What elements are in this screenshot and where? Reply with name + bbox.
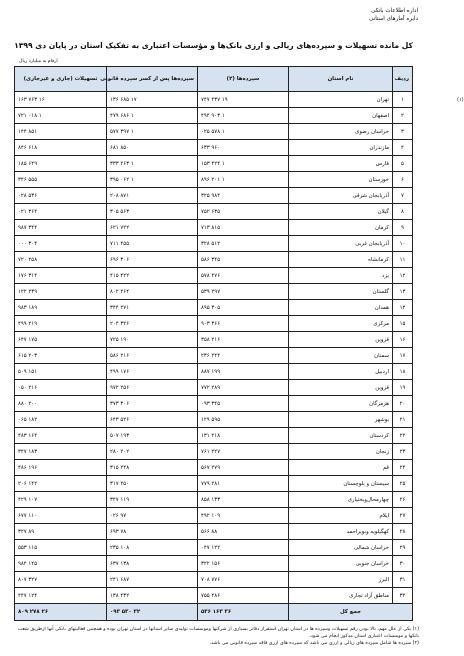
- row-loans: ۱۸۳ ۳۴۷: [15, 444, 107, 460]
- province-name: هرمزگان: [369, 400, 389, 407]
- footnote-2-mark: (۲): [412, 641, 419, 646]
- table-body: [15, 92, 464, 604]
- province-name: کردستان: [369, 432, 389, 439]
- table-row: [15, 396, 413, 412]
- row-loans: ۱۶۴ ۴۸۳: [15, 428, 107, 444]
- row-deposits: ۴۷۶ ۵۷۸: [198, 268, 289, 284]
- table-row: [15, 204, 413, 220]
- row-deposits: ۲۴۴ ۲۳۶: [198, 348, 289, 364]
- province-name: خراسان جنوبی: [355, 560, 389, 567]
- table-row: [15, 108, 413, 124]
- table-row: [15, 252, 413, 268]
- table-row: [15, 508, 413, 524]
- table-row: [15, 540, 413, 556]
- row-province: [289, 268, 393, 284]
- row-deposits: ۵۱۲ ۳۲۸: [198, 236, 289, 252]
- row-loans: ۱۴۲ ۲۰۶: [15, 476, 107, 492]
- row-net-deposits: ۵۶۳ ۳۰۵: [107, 204, 198, 220]
- row-deposits: ۳۰۵ ۸۹۵: [198, 300, 289, 316]
- province-name: مرکزی: [373, 320, 389, 327]
- row-deposits: ۱۹ ۴۳۷ ۷۴۷: [198, 92, 289, 108]
- row-rank: ۱۷: [393, 348, 413, 364]
- province-name: اصفهان: [372, 112, 389, 119]
- row-deposits: ۳۴۵ ۵۸۶: [198, 252, 289, 268]
- row-loans: ۱۶ ۷۶۳ ۱۶۳: [15, 92, 107, 108]
- table-row: [15, 172, 413, 188]
- row-loans: ۳۴۴ ۹۸۷: [15, 220, 107, 236]
- row-province: [289, 92, 464, 108]
- province-name: کهگیلویه وبویراحمد: [346, 528, 389, 535]
- row-province: [289, 188, 393, 204]
- row-province: [289, 476, 393, 492]
- row-net-deposits: ۳۰۶ ۶۹۶: [107, 252, 198, 268]
- total-loans: ۲۶ ۲۷۸ ۸۰۹: [15, 604, 107, 621]
- row-rank: ۳۲: [393, 588, 413, 604]
- row-loans: ۱۵۱ ۵۰۹: [15, 364, 107, 380]
- row-rank: ۱۵: [393, 316, 413, 332]
- row-province: [289, 316, 393, 332]
- row-loans: ۵۳۶ ۰۲۸: [15, 188, 107, 204]
- row-rank: ۱۴: [393, 300, 413, 316]
- row-deposits: ۱۰۹ ۴۹۲: [198, 508, 289, 524]
- province-name: قزوین: [375, 336, 389, 343]
- table-row: [15, 220, 413, 236]
- row-loans: ۳۶۴ ۰۲۱: [15, 204, 107, 220]
- row-net-deposits: ۸۵۰ ۶۸۱: [107, 140, 198, 156]
- table-row: [15, 460, 413, 476]
- row-net-deposits: ۱۷ ۶۸۵ ۱۳۶: [107, 92, 198, 108]
- province-name: تهران: [376, 96, 389, 103]
- row-rank: ۱۶: [393, 332, 413, 348]
- footnote-1-mark: (۱): [412, 627, 419, 632]
- row-net-deposits: ۲۵۰ ۳۱۷: [107, 476, 198, 492]
- row-net-deposits: ۹۷ ۰۲۶: [107, 508, 198, 524]
- table-row: [15, 268, 413, 284]
- row-deposits: ۲۱۶ ۳۵۸: [198, 332, 289, 348]
- row-loans: ۲۳۹ ۱۲۲: [15, 284, 107, 300]
- row-province: [289, 540, 393, 556]
- province-name: سمنان: [374, 352, 389, 359]
- row-province: [289, 572, 393, 588]
- page-title: کل مانده تسهیلات و سپرده‌های ریالی و ارزی بانک‌ها و مؤسسات اعتباری به تفکیک استان در پایان دی ۱۳۹۹: [14, 41, 413, 50]
- row-rank: ۲۵: [393, 476, 413, 492]
- total-label: جمع کل: [289, 604, 413, 621]
- row-deposits: ۱ ۵۷۸ ۰۲۵: [198, 124, 289, 140]
- row-loans: ۲۱۶ ۰۵۰: [15, 380, 107, 396]
- col-deposits: سپرده‌ها (۲): [198, 67, 289, 92]
- row-deposits: ۱ ۴۲۴ ۱۵۳: [198, 156, 289, 172]
- row-rank: ۲۲: [393, 428, 413, 444]
- row-rank: ۱۹: [393, 380, 413, 396]
- row-deposits: ۸۱۵ ۷۱۳: [198, 220, 289, 236]
- row-rank: ۲۴: [393, 460, 413, 476]
- row-province: [289, 364, 393, 380]
- row-deposits: ۲۸۱ ۷۷۹: [198, 476, 289, 492]
- row-rank: ۲۹: [393, 540, 413, 556]
- row-net-deposits: ۲۰۲ ۲۸۰: [107, 444, 198, 460]
- row-net-deposits: ۳۰۶ ۳۷۳: [107, 396, 198, 412]
- row-loans: ۲۰۰ ۸۸۰: [15, 396, 107, 412]
- row-loans: ۶۴۹ ۱۸۵: [15, 156, 107, 172]
- province-name: آذربایجان شرقی: [352, 192, 389, 199]
- province-name: فارس: [375, 160, 389, 167]
- row-net-deposits: ۲۱۶ ۵۸۶: [107, 348, 198, 364]
- province-name: چهارمحال‌وبختیاری: [347, 496, 389, 503]
- row-deposits: ۸۸ ۵۶۶: [198, 524, 289, 540]
- row-province: [289, 284, 393, 300]
- row-rank: ۴: [393, 140, 413, 156]
- table-row: [15, 236, 413, 252]
- org-line-2: دایره آمارهای استانی: [368, 16, 418, 22]
- row-net-deposits: ۴۵۵ ۷۱۱: [107, 236, 198, 252]
- row-province: [289, 348, 393, 364]
- table-row: [15, 284, 413, 300]
- row-province: [289, 524, 393, 540]
- row-loans: ۱۱۰ ۶۷۷: [15, 508, 107, 524]
- row-province: [289, 140, 393, 156]
- row-deposits: ۷۷۶ ۷۰۸: [198, 572, 289, 588]
- province-name: قم: [382, 464, 389, 471]
- row-deposits: ۱۹۹ ۸۸۷: [198, 364, 289, 380]
- row-deposits: ۹۶۰ ۶۳۳: [198, 140, 289, 156]
- row-net-deposits: ۵۲۶ ۶۴۳: [107, 412, 198, 428]
- row-province: [289, 588, 393, 604]
- row-province: [289, 508, 393, 524]
- row-deposits: ۱۳۳ ۸۵۸: [198, 492, 289, 508]
- row-net-deposits: ۱۰۸ ۲۳۵: [107, 540, 198, 556]
- row-deposits: ۵۹۵ ۱۲۹: [198, 412, 289, 428]
- row-rank: ۹: [393, 220, 413, 236]
- row-deposits: ۱۲۲ ۰۴۷: [198, 540, 289, 556]
- org-line-1: اداره اطلاعات بانکی: [370, 8, 418, 14]
- province-name: گلستان: [372, 288, 389, 295]
- province-name: اردبیل: [375, 368, 389, 375]
- table-row: [15, 156, 413, 172]
- row-rank: ۲۸: [393, 524, 413, 540]
- row-deposits: ۱۵۶ ۳۲۲: [198, 556, 289, 572]
- row-rank: ۱۱: [393, 252, 413, 268]
- row-net-deposits: ۴۳۲ ۱۳۸: [107, 588, 198, 604]
- row-rank: ۲۶: [393, 492, 413, 508]
- row-deposits: ۴۸۶ ۷۵۵: [198, 588, 289, 604]
- row-loans: ۸۹ ۳۲۷: [15, 524, 107, 540]
- row-loans: ۲۵۸ ۷۲۰: [15, 252, 107, 268]
- table-row: [15, 572, 413, 588]
- row-rank: ۲۱: [393, 412, 413, 428]
- row-net-deposits: ۲۶۴ ۸۰۲: [107, 284, 198, 300]
- provinces-table: [14, 66, 464, 621]
- row-province: [289, 300, 393, 316]
- row-deposits: ۲۸۹ ۷۷۲: [198, 380, 289, 396]
- row-loans: ۱۸۹ ۹۸۳: [15, 300, 107, 316]
- row-province: [289, 124, 393, 140]
- row-province: [289, 252, 393, 268]
- table-row: [15, 380, 413, 396]
- row-loans: ۶۱۸ ۸۴۶: [15, 140, 107, 156]
- row-net-deposits: ۶۸۷ ۲۴۱: [107, 572, 198, 588]
- row-rank: ۳: [393, 124, 413, 140]
- units-note: ارقام به میلیارد ریال: [19, 59, 58, 64]
- row-loans: ۱۸۲ ۰۶۵: [15, 412, 107, 428]
- province-name: مناطق آزاد تجاری: [349, 592, 389, 599]
- province-name: سیستان و بلوچستان: [343, 480, 389, 487]
- row-loans: ۱۴۵ ۹۸۴: [15, 556, 107, 572]
- row-loans: ۵۵۵ ۳۴۶: [15, 172, 107, 188]
- table-row: [15, 556, 413, 572]
- row-net-deposits: ۸۷۱ ۲۰۸: [107, 188, 198, 204]
- row-rank: ۱۸: [393, 364, 413, 380]
- table-row: [15, 140, 413, 156]
- row-deposits: ۳۶۶ ۹۰۳: [198, 316, 289, 332]
- total-net-deposits: ۳۲ ۵۳۰ ۰۹۳: [107, 604, 198, 621]
- footnote-ref: (۱): [457, 96, 464, 103]
- row-loans: ۱۱۵ ۵۵۳: [15, 540, 107, 556]
- row-net-deposits: ۴۲۲ ۴۱۵: [107, 268, 198, 284]
- province-name: زنجان: [375, 448, 389, 455]
- footnote-2-text: سپرده ها شامل سپرده های ریالی و ارزی می باشد که سپرده های ارزی فاقد سپرده قانونی می باشد.: [209, 641, 412, 646]
- row-net-deposits: ۱ ۰۶۲ ۳۹۵: [107, 172, 198, 188]
- province-name: مازندران: [369, 144, 389, 151]
- table-row: [15, 332, 413, 348]
- table-row: [15, 524, 413, 540]
- row-rank: ۲: [393, 108, 413, 124]
- row-loans: ۸۵۱ ۱۴۴: [15, 124, 107, 140]
- row-loans: ۱۰۷ ۴۲۹: [15, 492, 107, 508]
- table-row: [15, 124, 413, 140]
- footnote-1: [12, 626, 419, 640]
- row-loans: ۳۲۷ ۸۰۷: [15, 572, 107, 588]
- row-net-deposits: ۱ ۲۶۳ ۳۳۳: [107, 156, 198, 172]
- row-loans: ۱ ۰۱۸ ۷۲۱: [15, 108, 107, 124]
- footnote-1-text: یکی از علل مهم، بالا بودن رقم تسهیلات وسپرده ها در استان تهران استقرار دفاتر بسیاری از شرکتها وموسسات تولیدی سایر استانها در استان تهران بوده و همچنین فعالیتهای بانکی آنها ازطریق شعب بانکها و موسسات اعتباری استان مذکور انجام می شود.: [17, 627, 419, 639]
- col-loans: تسهیلات (جاری و غیرجاری): [15, 67, 107, 92]
- row-net-deposits: ۱۱۹ ۳۴۷: [107, 492, 198, 508]
- row-loans: ۲۰۳ ۶۱۵: [15, 348, 107, 364]
- row-deposits: ۱ ۲۰۱ ۸۹۶: [198, 172, 289, 188]
- table-row: [15, 364, 413, 380]
- row-net-deposits: ۲۷۱ ۳۴۴: [107, 300, 198, 316]
- row-deposits: ۲۱۸ ۱۳۱: [198, 428, 289, 444]
- row-deposits: ۹۸۴ ۳۲۵: [198, 188, 289, 204]
- row-province: [289, 412, 393, 428]
- row-province: [289, 460, 393, 476]
- table-header-row: [15, 67, 413, 92]
- row-province: [289, 108, 393, 124]
- row-rank: ۱: [393, 92, 413, 108]
- province-name: همدان: [374, 304, 389, 311]
- table-row: [15, 316, 413, 332]
- row-rank: ۲۷: [393, 508, 413, 524]
- row-loans: ۲۱۹ ۴۹۹: [15, 316, 107, 332]
- table-row: [15, 444, 413, 460]
- province-name: قزوین: [375, 384, 389, 391]
- row-net-deposits: ۲۵۶ ۹۷۲: [107, 380, 198, 396]
- row-net-deposits: ۲۴۸ ۳۱۵: [107, 460, 198, 476]
- table-row: [15, 92, 413, 108]
- row-rank: ۲۳: [393, 444, 413, 460]
- row-net-deposits: ۱۳۸ ۶۳۷: [107, 556, 198, 572]
- row-province: [289, 172, 393, 188]
- row-net-deposits: ۱۹۳ ۵۰۷: [107, 428, 198, 444]
- table-row: [15, 492, 413, 508]
- table-row: [15, 428, 413, 444]
- row-loans: ۱۲۴ ۴۴۷: [15, 588, 107, 604]
- row-net-deposits: ۱ ۳۹۷ ۵۷۷: [107, 124, 198, 140]
- row-net-deposits: ۷۸ ۶۹۳: [107, 524, 198, 540]
- row-loans: ۱۹۶ ۴۸۶: [15, 460, 107, 476]
- row-rank: ۵: [393, 156, 413, 172]
- row-province: [289, 444, 393, 460]
- col-name: نام استان: [289, 67, 393, 92]
- table-row: [15, 476, 413, 492]
- footnote-2: [12, 640, 419, 647]
- province-name: خراسان رضوی: [355, 128, 389, 135]
- row-rank: ۶: [393, 172, 413, 188]
- row-province: [289, 220, 393, 236]
- row-loans: ۱۷۵ ۶۴۷: [15, 332, 107, 348]
- row-net-deposits: ۷۲۲ ۶۲۱: [107, 220, 198, 236]
- row-rank: ۳۰: [393, 556, 413, 572]
- row-province: [289, 428, 393, 444]
- row-deposits: ۳۴۵ ۰۹۳: [198, 396, 289, 412]
- row-deposits: ۱ ۹۰۳ ۴۹۴: [198, 108, 289, 124]
- province-name: آذربایجان غربی: [355, 240, 389, 247]
- org-header: [369, 7, 418, 23]
- col-rank: ردیف: [393, 67, 413, 92]
- province-name: بوشهر: [374, 416, 389, 423]
- province-name: ایلام: [379, 512, 389, 519]
- province-name: کرمان: [374, 224, 389, 231]
- table-row: [15, 348, 413, 364]
- province-name: البرز: [378, 576, 389, 583]
- row-rank: ۱۳: [393, 284, 413, 300]
- table-row: [15, 300, 413, 316]
- province-name: گیلان: [377, 208, 389, 215]
- row-province: [289, 236, 393, 252]
- row-province: [289, 204, 393, 220]
- row-net-deposits: ۱۷۶ ۴۹۹: [107, 364, 198, 380]
- row-net-deposits: ۱۹۰ ۷۲۵: [107, 332, 198, 348]
- row-loans: ۳۰۴ ۰۰۰: [15, 236, 107, 252]
- row-loans: ۳۱۴ ۱۷۶: [15, 268, 107, 284]
- col-net-deposits: سپرده‌ها پس از کسر سپرده قانونی: [107, 67, 198, 92]
- row-rank: ۲۰: [393, 396, 413, 412]
- total-row: [15, 604, 413, 621]
- province-name: یزد: [382, 272, 389, 279]
- row-deposits: ۲۷۹ ۵۶۷: [198, 460, 289, 476]
- row-rank: ۳۱: [393, 572, 413, 588]
- row-province: [289, 156, 393, 172]
- row-deposits: ۲۲۷ ۷۶۱: [198, 444, 289, 460]
- row-province: [289, 380, 393, 396]
- table-row: [15, 188, 413, 204]
- province-name: خراسان شمالی: [353, 544, 389, 551]
- row-province: [289, 332, 393, 348]
- row-net-deposits: ۳۲۶ ۲۰۴: [107, 316, 198, 332]
- table-row: [15, 412, 413, 428]
- province-name: کرمانشاه: [368, 256, 389, 263]
- row-province: [289, 556, 393, 572]
- row-province: [289, 396, 393, 412]
- total-deposits: ۳۶ ۱۶۳ ۵۳۶: [198, 604, 289, 621]
- row-province: [289, 492, 393, 508]
- row-rank: ۱۰: [393, 236, 413, 252]
- row-deposits: ۲۹۷ ۵۳۹: [198, 284, 289, 300]
- row-net-deposits: ۱ ۶۸۶ ۴۷۹: [107, 108, 198, 124]
- row-rank: ۸: [393, 204, 413, 220]
- row-deposits: ۶۳۵ ۷۵۲: [198, 204, 289, 220]
- row-rank: ۱۲: [393, 268, 413, 284]
- province-name: خوزستان: [368, 176, 389, 183]
- row-rank: ۷: [393, 188, 413, 204]
- table-row: [15, 588, 413, 604]
- footnotes: [12, 626, 419, 647]
